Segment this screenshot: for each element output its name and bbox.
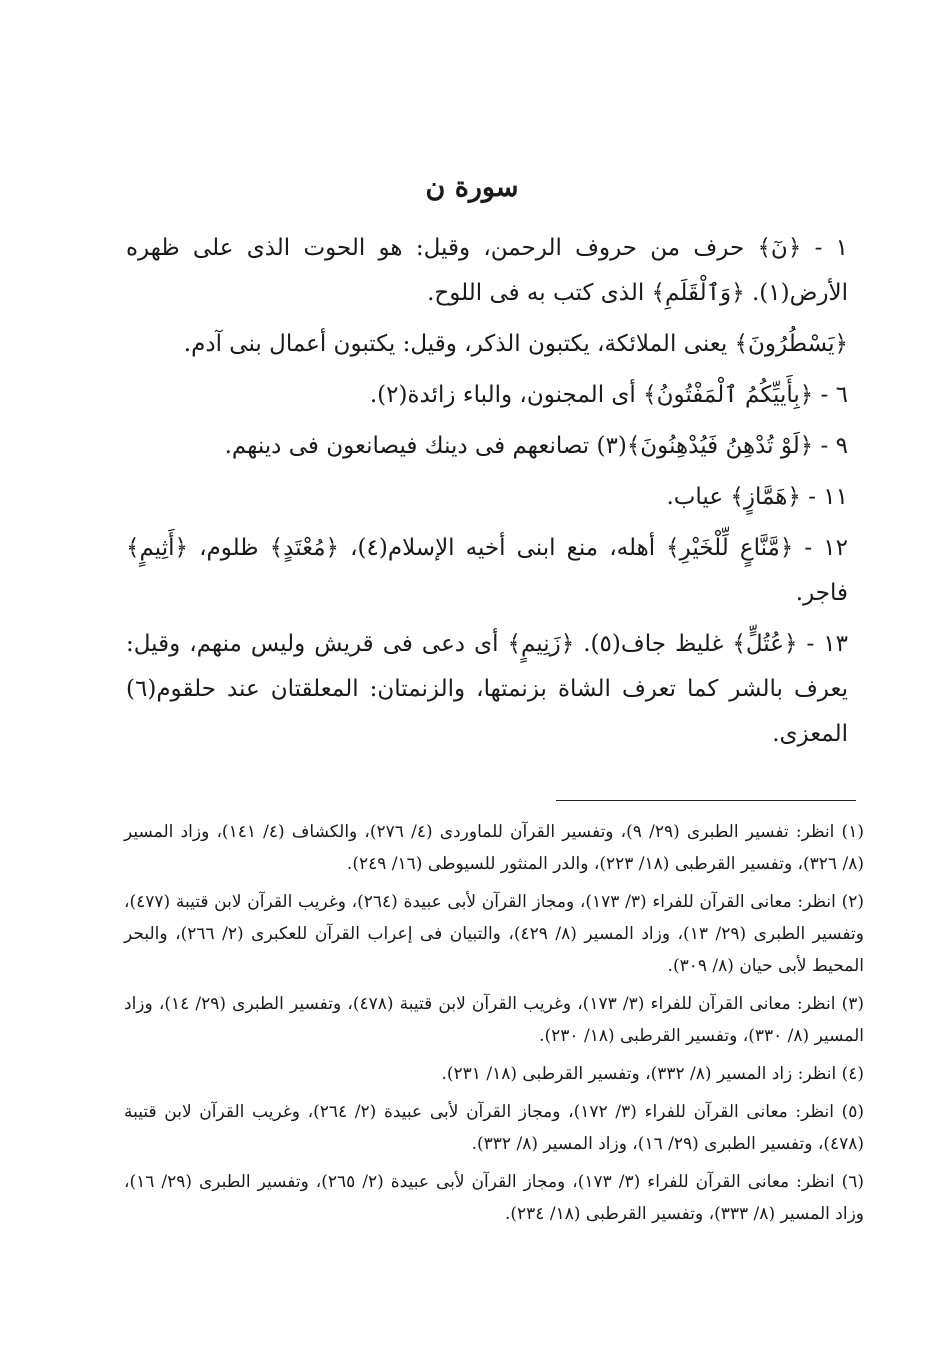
paragraph-verse-12: ١٢ - ﴿مَّنَّاعٍ لِّلْخَيْرِ﴾ أهله، منع ابنى أخيه الإسلام(٤)، ﴿مُعْتَدٍ﴾ ظلوم، ﴿أَثِيمٍ﴾ فاجر. bbox=[126, 535, 848, 606]
paragraph-verse-6: ٦ - ﴿بِأَييِّكُمُ ٱلْمَفْتُونُ﴾ أى المجنون، والباء زائدة(٢). bbox=[369, 382, 848, 408]
paragraph-yasturun: ﴿يَسْطُرُونَ﴾ يعنى الملائكة، يكتبون الذكر، وقيل: يكتبون أعمال بنى آدم. bbox=[183, 331, 848, 357]
paragraph-verse-13: ١٣ - ﴿عُتُلٍّ﴾ غليظ جاف(٥). ﴿زَنِيمٍ﴾ أى دعى فى قريش وليس منهم، وقيل: يعرف بالشر كما تعرف الشاة بزنمتها، والزنمتان: المعلقتان عند حلقوم(٦) المعزى. bbox=[126, 631, 848, 747]
main-text bbox=[126, 226, 848, 763]
footnote-2: (٢) انظر: معانى القرآن للفراء (٣/ ١٧٣)، ومجاز القرآن لأبى عبيدة (٢٦٤)، وغريب القرآن لابن قتيبة (٤٧٧)، وتفسير الطبرى (٢٩/ ١٣)، وزاد المسير (٨/ ٤٢٩)، والتبيان فى إعراب القرآن للعكبرى (٢/ ٢٦٦)، والبحر المحيط لأبى حيان (٨/ ٣٠٩). bbox=[124, 892, 864, 976]
footnote-divider bbox=[556, 800, 856, 801]
footnote-3: (٣) انظر: معانى القرآن للفراء (٣/ ١٧٣)، وغريب القرآن لابن قتيبة (٤٧٨)، وتفسير الطبرى (٢٩/ ١٤)، وزاد المسير (٨/ ٣٣٠)، وتفسير القرطبى (١٨/ ٢٣٠). bbox=[124, 994, 864, 1046]
paragraph-verse-11: ١١ - ﴿هَمَّازٍ﴾ عياب. bbox=[666, 484, 848, 510]
footnotes bbox=[124, 816, 864, 1236]
page-title: سورة ن bbox=[425, 172, 519, 203]
footnote-5: (٥) انظر: معانى القرآن للفراء (٣/ ١٧٢)، ومجاز القرآن لأبى عبيدة (٢/ ٢٦٤)، وغريب القرآن لابن قتيبة (٤٧٨)، وتفسير الطبرى (٢٩/ ١٦)، وزاد المسير (٨/ ٣٣٢). bbox=[124, 1102, 864, 1154]
paragraph-verse-1: ١ - ﴿نٓ﴾ حرف من حروف الرحمن، وقيل: هو الحوت الذى على ظهره الأرض(١). ﴿وَٱلْقَلَمِ﴾ الذى كتب به فى اللوح. bbox=[126, 235, 848, 306]
paragraph-verse-9: ٩ - ﴿لَوْ تُدْهِنُ فَيُدْهِنُونَ﴾(٣) تصانعهم فى دينك فيصانعون فى دينهم. bbox=[224, 433, 848, 459]
footnote-1: (١) انظر: تفسير الطبرى (٢٩/ ٩)، وتفسير القرآن للماوردى (٤/ ٢٧٦)، والكشاف (٤/ ١٤١)، وزاد المسير (٨/ ٣٢٦)، وتفسير القرطبى (١٨/ ٢٢٣)، والدر المنثور للسيوطى (١٦/ ٢٤٩). bbox=[124, 822, 864, 874]
footnote-4: (٤) انظر: زاد المسير (٨/ ٣٣٢)، وتفسير القرطبى (١٨/ ٢٣١). bbox=[441, 1064, 864, 1084]
footnote-6: (٦) انظر: معانى القرآن للفراء (٣/ ١٧٣)، ومجاز القرآن لأبى عبيدة (٢/ ٢٦٥)، وتفسير الطبرى (٢٩/ ١٦)، وزاد المسير (٨/ ٣٣٣)، وتفسير القرطبى (١٨/ ٢٣٤). bbox=[124, 1172, 864, 1224]
